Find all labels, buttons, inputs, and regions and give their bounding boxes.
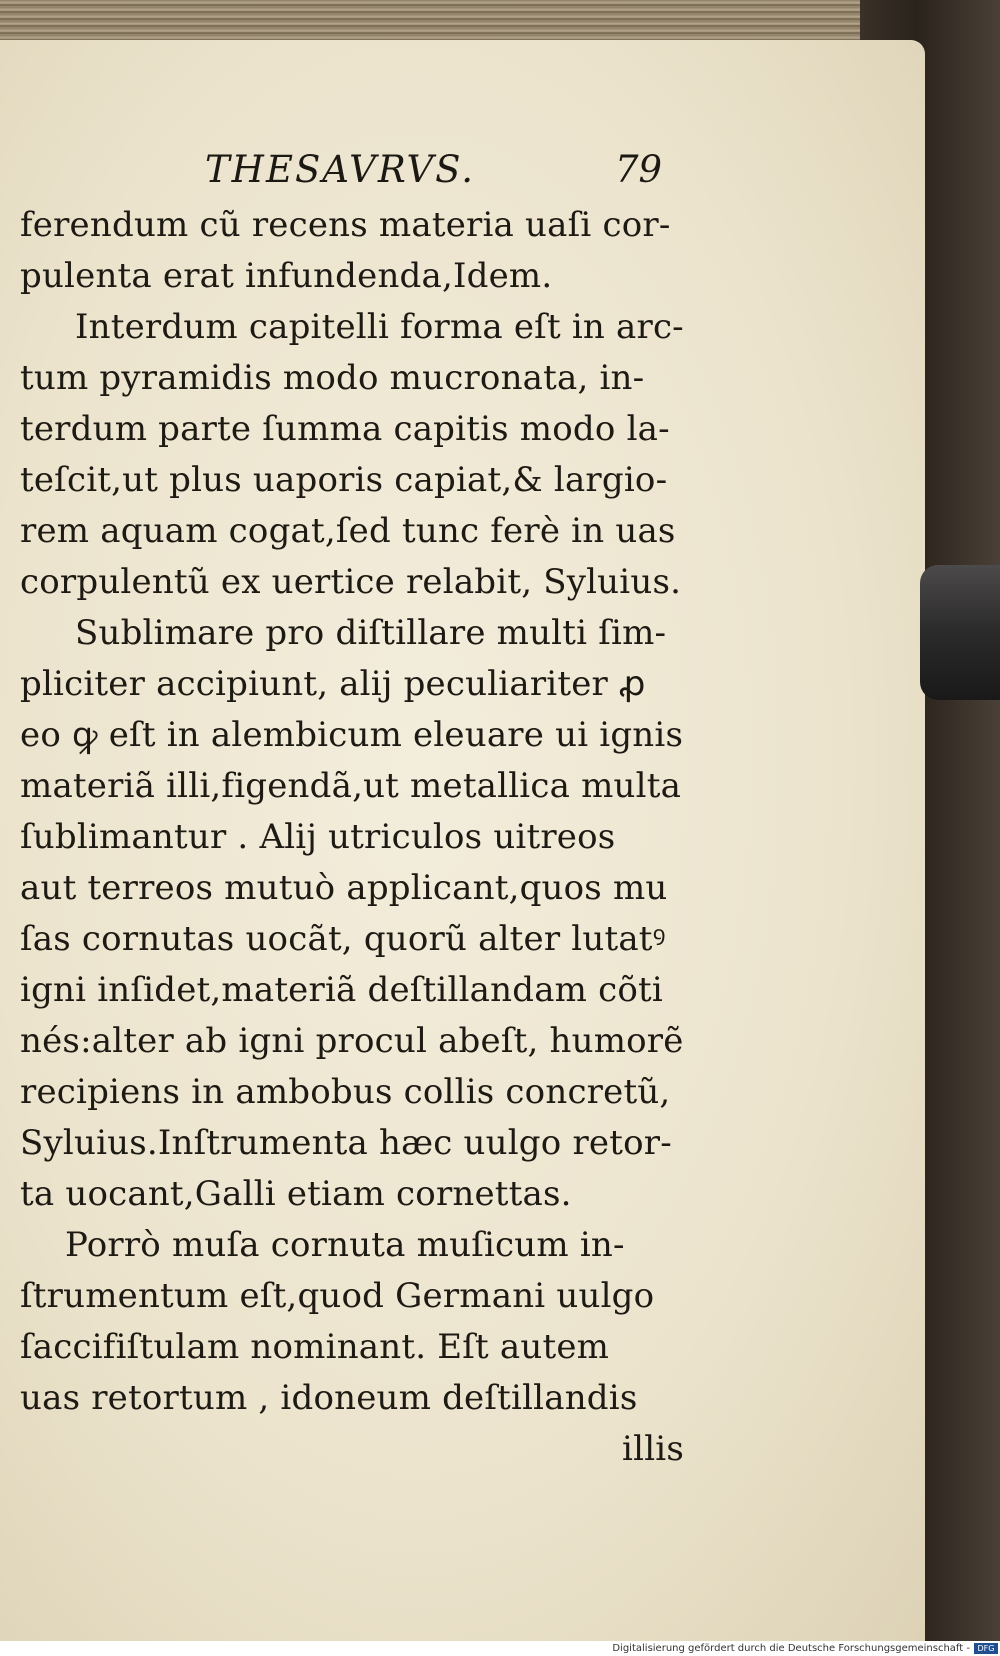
text-line: recipiens in ambobus collis concretũ, (20, 1072, 671, 1112)
text-line: teſcit,ut plus uaporis capiat,& largio- (20, 460, 668, 500)
text-line: pulenta erat infundenda,Idem. (20, 256, 553, 296)
running-head: THESAVRVS. (205, 148, 475, 191)
text-line: rem aquam cogat,ſed tunc ferè in uas (20, 511, 676, 551)
text-line: Interdum capitelli forma eſt in arc- (75, 307, 684, 347)
text-line: tum pyramidis modo mucronata, in- (20, 358, 645, 398)
text-line: uas retortum , idoneum deſtillandis (20, 1378, 638, 1418)
text-line: Porrò muſa cornuta muſicum in- (65, 1225, 625, 1265)
credit-text: Digitalisierung gefördert durch die Deutsche Forschungsgemeinschaft - (612, 1643, 970, 1654)
text-line: igni inſidet,materiã deſtillandam cõti (20, 970, 663, 1010)
text-line: ſublimantur . Alij utriculos uitreos (20, 817, 616, 857)
text-line: nés:alter ab igni procul abeſt, humorẽ (20, 1021, 684, 1061)
text-line: pliciter accipiunt, alij peculiariter ꝓ (20, 664, 646, 704)
text-line: ta uocant,Galli etiam cornettas. (20, 1174, 572, 1214)
text-line: materiã illi,figendã,ut metallica multa (20, 766, 682, 806)
text-line: eo ꝙ eſt in alembicum eleuare ui ignis (20, 715, 684, 755)
dfg-logo: DFG (974, 1643, 998, 1654)
text-line: Sublimare pro diſtillare multi ſim- (75, 613, 667, 653)
page-header (205, 148, 695, 198)
text-line: ferendum cũ recens materia uaſi cor- (20, 205, 671, 245)
catchword: illis (622, 1429, 684, 1469)
text-line: corpulentũ ex uertice relabit, Syluius. (20, 562, 682, 602)
text-line: aut terreos mutuò applicant,quos mu (20, 868, 668, 908)
text-line: ſas cornutas uocãt, quorũ alter lutatꝰ (20, 919, 666, 959)
text-line: ſtrumentum eſt,quod Germani uulgo (20, 1276, 655, 1316)
text-line: ſaccifiſtulam nominant. Eſt autem (20, 1327, 610, 1367)
text-block (20, 200, 700, 1475)
text-line: terdum parte ſumma capitis modo la- (20, 409, 670, 449)
digitization-credit (0, 1641, 1000, 1656)
page-number: 79 (615, 148, 663, 191)
book-clasp (920, 565, 1000, 700)
text-line: Syluius.Inſtrumenta hæc uulgo retor- (20, 1123, 672, 1163)
